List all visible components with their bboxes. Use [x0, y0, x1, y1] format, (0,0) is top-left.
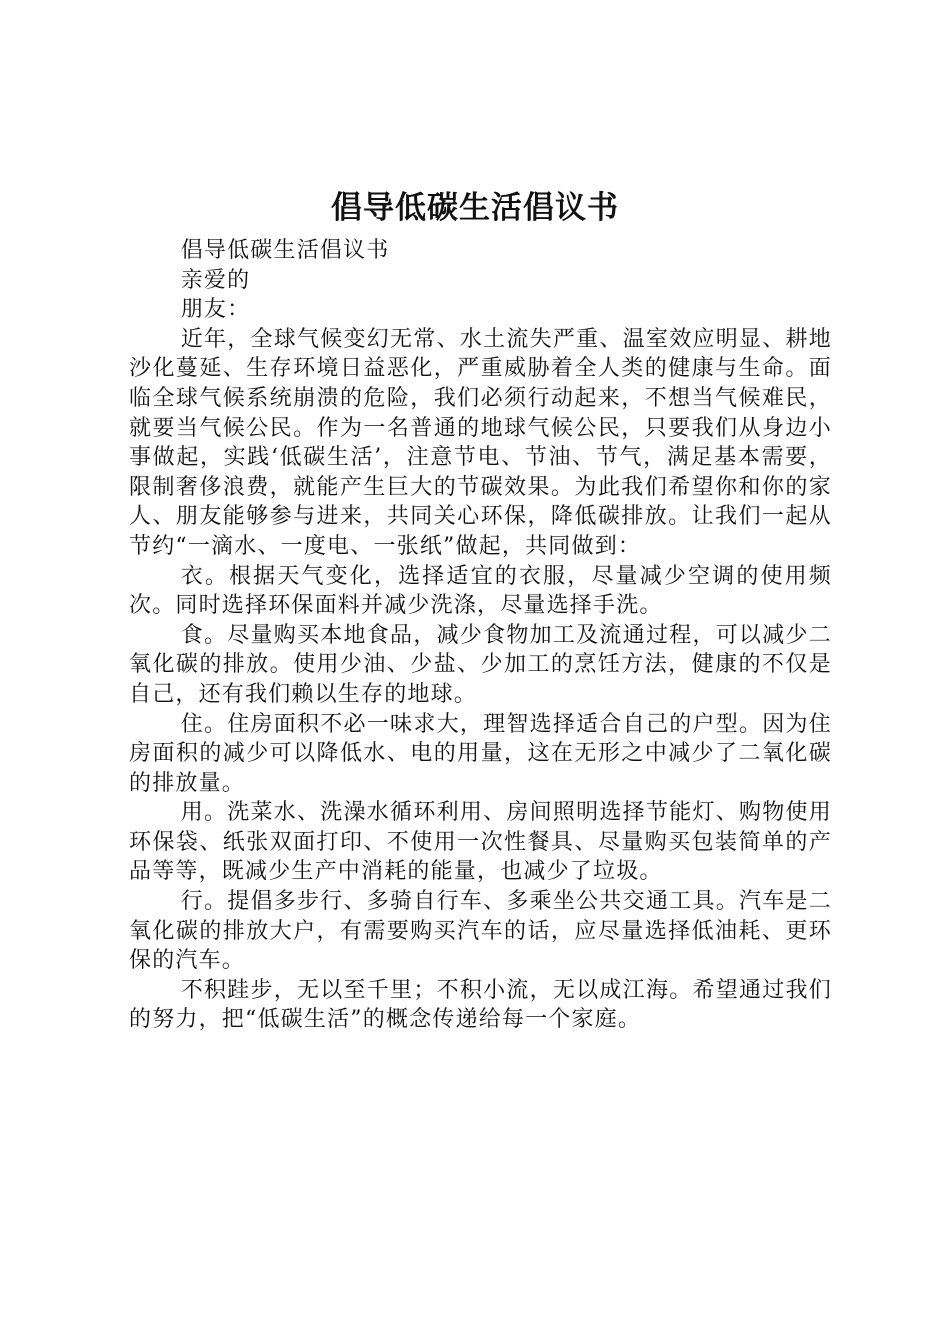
closing-paragraph: 不积跬步，无以至千里；不积小流，无以成江海。希望通过我们的努力，把“低碳生活”的概念传递给每一个家庭。	[129, 977, 832, 1033]
salutation-line: 亲爱的	[180, 267, 251, 293]
food-paragraph: 食。尽量购买本地食品，减少食物加工及流通过程，可以减少二氧化碳的排放。使用少油、少盐、少加工的烹饪方法，健康的不仅是自己，还有我们赖以生存的地球。	[129, 622, 832, 707]
intro-paragraph: 近年，全球气候变幻无常、水土流失严重、温室效应明显、耕地沙化蔓延、生存环境日益恶化，严重威胁着全人类的健康与生命。面临全球气候系统崩溃的危险，我们必须行动起来，不想当气候难民，就要当气候公民。作为一名普通的地球气候公民，只要我们从身边小事做起，实践‘低碳生活’，注意节电、节油、节气，满足基本需要，限制奢侈浪费，就能产生巨大的节碳效果。为此我们希望你和你的家人、朋友能够参与进来，共同关心环保，降低碳排放。让我们一起从节约“一滴水、一度电、一张纸”做起，共同做到：	[129, 326, 832, 559]
clothing-paragraph: 衣。根据天气变化，选择适宜的衣服，尽量减少空调的使用频次。同时选择环保面料并减少洗涤，尽量选择手洗。	[129, 563, 832, 619]
document-body	[129, 236, 832, 1035]
usage-paragraph: 用。洗菜水、洗澡水循环利用、房间照明选择节能灯、购物使用环保袋、纸张双面打印、不使用一次性餐具、尽量购买包装简单的产品等等，既减少生产中消耗的能量，也减少了垃圾。	[129, 800, 832, 885]
document-title: 倡导低碳生活倡议书	[331, 190, 619, 226]
travel-paragraph: 行。提倡多步行、多骑自行车、多乘坐公共交通工具。汽车是二氧化碳的排放大户，有需要购买汽车的话，应尽量选择低油耗、更环保的汽车。	[129, 889, 832, 974]
housing-paragraph: 住。住房面积不必一味求大，理智选择适合自己的户型。因为住房面积的减少可以降低水、电的用量，这在无形之中减少了二氧化碳的排放量。	[129, 711, 832, 796]
salutation-line: 朋友：	[180, 297, 251, 323]
subtitle-line: 倡导低碳生活倡议书	[180, 238, 390, 263]
